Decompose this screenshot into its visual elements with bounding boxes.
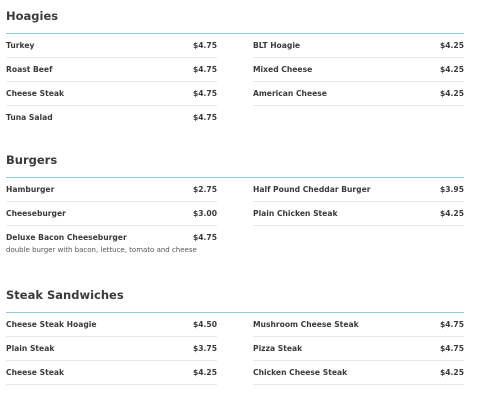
- menu-item: [6, 202, 217, 226]
- item-name: Deluxe Bacon Cheeseburger: [6, 233, 127, 242]
- item-price: $4.25: [439, 209, 464, 218]
- menu-item: [6, 106, 217, 130]
- section-title: Burgers: [6, 153, 58, 167]
- item-price: $3.00: [192, 209, 217, 218]
- item-price: $4.25: [439, 65, 464, 74]
- item-name: BLT Hoagie: [253, 41, 301, 50]
- item-name: Cheese Steak: [6, 89, 65, 98]
- item-price: $4.75: [192, 113, 217, 122]
- menu-section-hoagies: [6, 7, 464, 122]
- menu-item: [6, 178, 217, 202]
- item-price: $4.75: [192, 233, 217, 242]
- item-name: Plain Chicken Steak: [253, 209, 338, 218]
- item-price: $4.75: [192, 89, 217, 98]
- menu-item: [253, 82, 464, 106]
- menu-item: [253, 202, 464, 226]
- menu-item: [253, 58, 464, 82]
- menu-column-right: [253, 313, 464, 385]
- menu-item: [6, 34, 217, 58]
- item-name: Mushroom Cheese Steak: [253, 320, 359, 329]
- item-price: $4.25: [439, 89, 464, 98]
- menu-section-steak-sandwiches: [6, 286, 464, 377]
- item-name: Mixed Cheese: [253, 65, 313, 74]
- menu-item: [6, 361, 217, 385]
- item-price: $4.25: [439, 41, 464, 50]
- menu-item: [6, 82, 217, 106]
- menu-item: [253, 178, 464, 202]
- menu-column-right: [253, 178, 464, 226]
- item-name: Cheese Steak: [6, 368, 65, 377]
- item-name: American Cheese: [253, 89, 327, 98]
- item-name: Turkey: [6, 41, 35, 50]
- item-name: Roast Beef: [6, 65, 53, 74]
- menu-column-left: [6, 34, 217, 130]
- section-title: Steak Sandwiches: [6, 288, 124, 302]
- menu-item: [6, 58, 217, 82]
- menu-item: [253, 313, 464, 337]
- item-name: Tuna Salad: [6, 113, 53, 122]
- item-price: $4.25: [439, 368, 464, 377]
- item-name: Pizza Steak: [253, 344, 303, 353]
- item-price: $4.25: [192, 368, 217, 377]
- item-price: $4.75: [439, 344, 464, 353]
- menu-column-left: [6, 178, 217, 260]
- item-price: $4.75: [192, 65, 217, 74]
- item-name: Cheeseburger: [6, 209, 66, 218]
- menu-item: [253, 361, 464, 385]
- section-title: Hoagies: [6, 9, 59, 23]
- item-name: Half Pound Cheddar Burger: [253, 185, 371, 194]
- item-name: Cheese Steak Hoagie: [6, 320, 97, 329]
- menu-section-burgers: [6, 151, 464, 254]
- menu-item: [253, 34, 464, 58]
- menu-column-left: [6, 313, 217, 385]
- item-price: $3.75: [192, 344, 217, 353]
- item-price: $3.95: [439, 185, 464, 194]
- item-price: $2.75: [192, 185, 217, 194]
- menu-item: [6, 313, 217, 337]
- item-name: Plain Steak: [6, 344, 55, 353]
- item-price: $4.50: [192, 320, 217, 329]
- menu-column-right: [253, 34, 464, 106]
- item-name: Chicken Cheese Steak: [253, 368, 348, 377]
- menu-item: [253, 337, 464, 361]
- item-name: Hamburger: [6, 185, 55, 194]
- item-price: $4.75: [192, 41, 217, 50]
- menu-item: [6, 337, 217, 361]
- item-price: $4.75: [439, 320, 464, 329]
- item-description: double burger with bacon, lettuce, tomato and cheese: [6, 246, 197, 254]
- menu-item: [6, 226, 217, 260]
